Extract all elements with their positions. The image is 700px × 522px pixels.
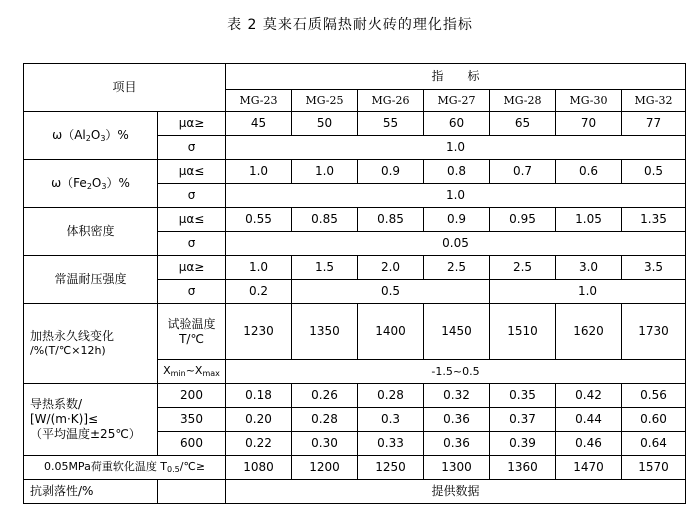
conductivity-temp: 350 — [158, 408, 226, 432]
density-sigma-value: 0.05 — [226, 232, 686, 256]
spalling-label: 抗剥落性/% — [24, 480, 158, 504]
conductivity-value: 0.39 — [490, 432, 556, 456]
density-sigma-label: σ — [158, 232, 226, 256]
reheat-temp-value: 1400 — [358, 304, 424, 360]
density-value: 0.95 — [490, 208, 556, 232]
strength-value: 3.0 — [556, 256, 622, 280]
fe2o3-sigma-value: 1.0 — [226, 184, 686, 208]
conductivity-value: 0.36 — [424, 408, 490, 432]
density-label: 体积密度 — [24, 208, 158, 256]
al2o3-value: 70 — [556, 112, 622, 136]
conductivity-value: 0.26 — [292, 384, 358, 408]
reheat-temp-value: 1730 — [622, 304, 686, 360]
conductivity-temp: 200 — [158, 384, 226, 408]
fe2o3-sigma-label: σ — [158, 184, 226, 208]
density-value: 0.85 — [292, 208, 358, 232]
strength-value: 2.5 — [424, 256, 490, 280]
strength-label: 常温耐压强度 — [24, 256, 158, 304]
fe2o3-mu-label: μα≤ — [158, 160, 226, 184]
strength-sigma-value: 0.5 — [292, 280, 490, 304]
reheat-range-value: -1.5~0.5 — [226, 360, 686, 384]
al2o3-value: 50 — [292, 112, 358, 136]
reheat-temp-value: 1450 — [424, 304, 490, 360]
strength-sigma-value: 1.0 — [490, 280, 686, 304]
conductivity-value: 0.3 — [358, 408, 424, 432]
softening-value: 1360 — [490, 456, 556, 480]
conductivity-value: 0.42 — [556, 384, 622, 408]
strength-value: 3.5 — [622, 256, 686, 280]
al2o3-sigma-label: σ — [158, 136, 226, 160]
strength-value: 1.5 — [292, 256, 358, 280]
softening-value: 1080 — [226, 456, 292, 480]
grade-mg27: MG-27 — [424, 90, 490, 112]
conductivity-value: 0.28 — [292, 408, 358, 432]
strength-sigma-value: 0.2 — [226, 280, 292, 304]
density-value: 0.85 — [358, 208, 424, 232]
conductivity-value: 0.37 — [490, 408, 556, 432]
al2o3-value: 45 — [226, 112, 292, 136]
spalling-value: 提供数据 — [226, 480, 686, 504]
strength-sigma-label: σ — [158, 280, 226, 304]
conductivity-value: 0.46 — [556, 432, 622, 456]
conductivity-value: 0.22 — [226, 432, 292, 456]
softening-value: 1200 — [292, 456, 358, 480]
al2o3-label: $\omega(Al_2O_3)\%$ — [24, 112, 158, 160]
softening-value: 1470 — [556, 456, 622, 480]
reheat-range-label: $X_{min}\sim X_{max}$ — [158, 360, 226, 384]
al2o3-value: 77 — [622, 112, 686, 136]
al2o3-value: 55 — [358, 112, 424, 136]
fe2o3-label: $\omega(Fe_2O_3)\%$ — [24, 160, 158, 208]
grade-mg23: MG-23 — [226, 90, 292, 112]
strength-mu-label: μα≥ — [158, 256, 226, 280]
grade-mg30: MG-30 — [556, 90, 622, 112]
properties-table — [23, 63, 686, 504]
density-value: 1.05 — [556, 208, 622, 232]
fe2o3-value: 0.8 — [424, 160, 490, 184]
reheat-temp-value: 1230 — [226, 304, 292, 360]
grade-mg32: MG-32 — [622, 90, 686, 112]
strength-value: 2.0 — [358, 256, 424, 280]
al2o3-sigma-value: 1.0 — [226, 136, 686, 160]
strength-value: 1.0 — [226, 256, 292, 280]
conductivity-value: 0.30 — [292, 432, 358, 456]
softening-value: 1570 — [622, 456, 686, 480]
reheat-temp-value: 1620 — [556, 304, 622, 360]
softening-value: 1250 — [358, 456, 424, 480]
grade-mg26: MG-26 — [358, 90, 424, 112]
al2o3-value: 60 — [424, 112, 490, 136]
al2o3-value: 65 — [490, 112, 556, 136]
conductivity-value: 0.28 — [358, 384, 424, 408]
conductivity-value: 0.64 — [622, 432, 686, 456]
density-value: 0.55 — [226, 208, 292, 232]
reheat-temp-label: 试验温度 T/℃ — [158, 304, 226, 360]
fe2o3-value: 0.6 — [556, 160, 622, 184]
density-value: 1.35 — [622, 208, 686, 232]
fe2o3-value: 0.7 — [490, 160, 556, 184]
header-index: 指 标 — [226, 64, 686, 90]
fe2o3-value: 0.9 — [358, 160, 424, 184]
reheat-temp-value: 1350 — [292, 304, 358, 360]
conductivity-value: 0.32 — [424, 384, 490, 408]
table-title: 表 2 莫来石质隔热耐火砖的理化指标 — [227, 17, 473, 33]
conductivity-value: 0.56 — [622, 384, 686, 408]
conductivity-value: 0.44 — [556, 408, 622, 432]
conductivity-label: 导热系数/ [W/(m·K)]≤ （平均温度±25℃） — [24, 384, 158, 456]
softening-value: 1300 — [424, 456, 490, 480]
conductivity-value: 0.35 — [490, 384, 556, 408]
conductivity-value: 0.36 — [424, 432, 490, 456]
density-value: 0.9 — [424, 208, 490, 232]
conductivity-temp: 600 — [158, 432, 226, 456]
conductivity-value: 0.33 — [358, 432, 424, 456]
fe2o3-value: 0.5 — [622, 160, 686, 184]
al2o3-mu-label: μα≥ — [158, 112, 226, 136]
reheat-temp-value: 1510 — [490, 304, 556, 360]
grade-mg28: MG-28 — [490, 90, 556, 112]
conductivity-value: 0.18 — [226, 384, 292, 408]
grade-mg25: MG-25 — [292, 90, 358, 112]
fe2o3-value: 1.0 — [292, 160, 358, 184]
conductivity-value: 0.60 — [622, 408, 686, 432]
header-item: 项目 — [24, 64, 226, 112]
density-mu-label: μα≤ — [158, 208, 226, 232]
softening-label: 0.05MPa荷重软化温度 $T_{0.5}/℃\ge$ — [24, 456, 226, 480]
fe2o3-value: 1.0 — [226, 160, 292, 184]
conductivity-value: 0.20 — [226, 408, 292, 432]
strength-value: 2.5 — [490, 256, 556, 280]
reheat-label: 加热永久线变化 /%(T/℃×12h) — [24, 304, 158, 384]
